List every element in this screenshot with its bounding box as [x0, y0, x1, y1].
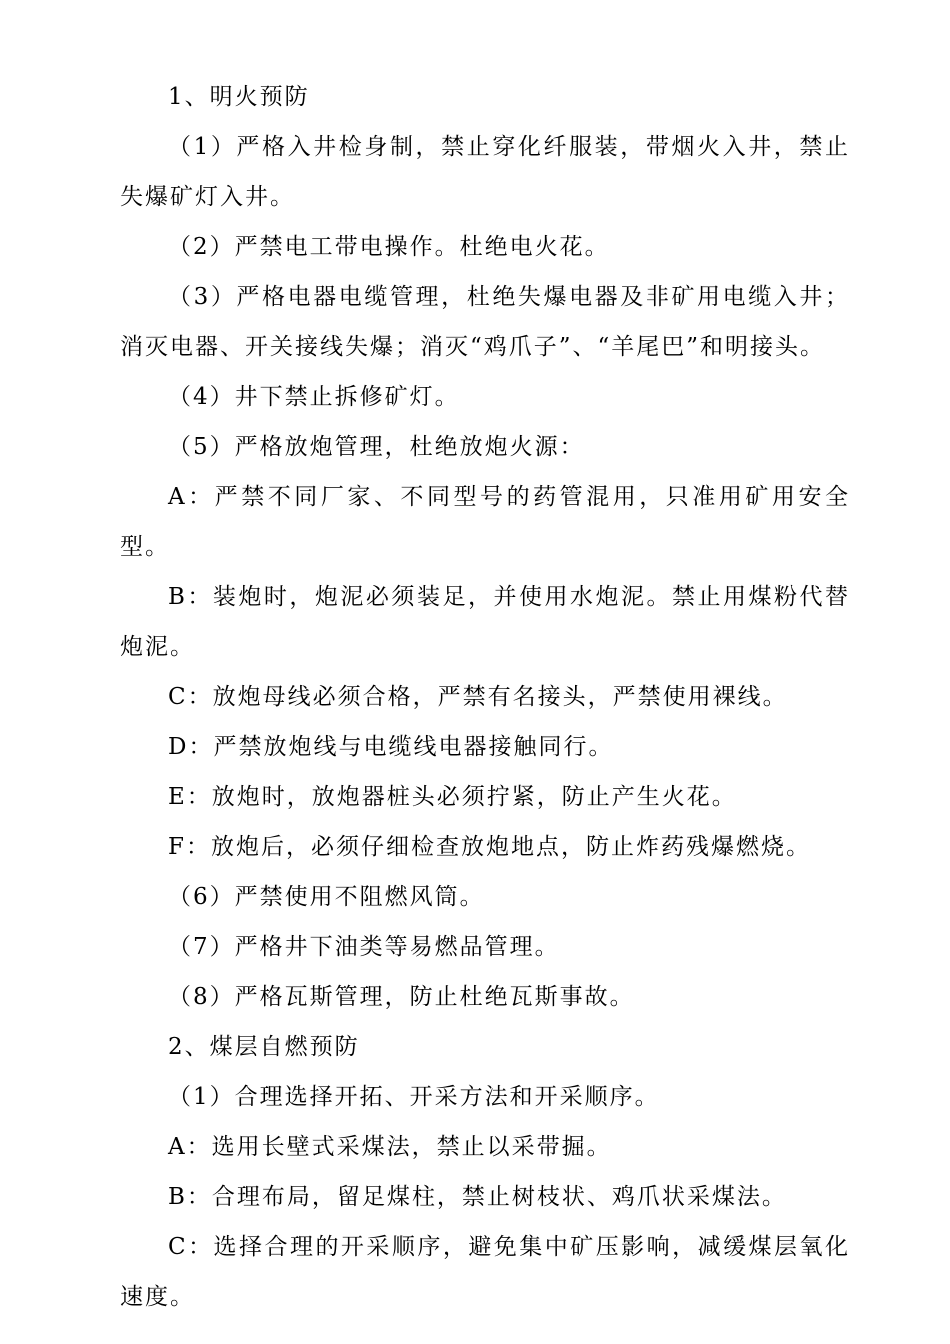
list-item: E：放炮时，放炮器桩头必须拧紧，防止产生火花。 [168, 784, 737, 810]
list-item: A：严禁不同厂家、不同型号的药管混用，只准用矿用安全型。 [120, 484, 850, 560]
paragraph: （5）严格放炮管理，杜绝放炮火源： [168, 434, 585, 460]
document-body [120, 72, 850, 1322]
list-item: C：放炮母线必须合格，严禁有名接头，严禁使用裸线。 [168, 684, 788, 710]
list-item: D：严禁放炮线与电缆线电器接触同行。 [168, 734, 614, 760]
list-item: B：合理布局，留足煤柱，禁止树枝状、鸡爪状采煤法。 [168, 1184, 787, 1210]
paragraph: （6）严禁使用不阻燃风筒。 [168, 884, 485, 910]
list-item: A：选用长壁式采煤法，禁止以采带掘。 [168, 1134, 612, 1160]
section-heading-coal-seam: 2、煤层自燃预防 [168, 1034, 360, 1060]
list-item: B：装炮时，炮泥必须装足，并使用水炮泥。禁止用煤粉代替炮泥。 [120, 584, 850, 660]
paragraph: （8）严格瓦斯管理，防止杜绝瓦斯事故。 [168, 984, 635, 1010]
paragraph: （1）合理选择开拓、开采方法和开采顺序。 [168, 1084, 660, 1110]
paragraph: （3）严格电器电缆管理，杜绝失爆电器及非矿用电缆入井；消灭电器、开关接线失爆；消灭“鸡爪子”、“羊尾巴”和明接头。 [120, 284, 850, 360]
paragraph: （1）严格入井检身制，禁止穿化纤服装，带烟火入井，禁止失爆矿灯入井。 [120, 134, 850, 210]
paragraph: （7）严格井下油类等易燃品管理。 [168, 934, 560, 960]
paragraph: （4）井下禁止拆修矿灯。 [168, 384, 460, 410]
section-heading-open-flame: 1、明火预防 [168, 84, 310, 110]
list-item: F：放炮后，必须仔细检查放炮地点，防止炸药残爆燃烧。 [168, 834, 811, 860]
paragraph: （2）严禁电工带电操作。杜绝电火花。 [168, 234, 610, 260]
list-item: C：选择合理的开采顺序，避免集中矿压影响，减缓煤层氧化速度。 [120, 1234, 850, 1310]
